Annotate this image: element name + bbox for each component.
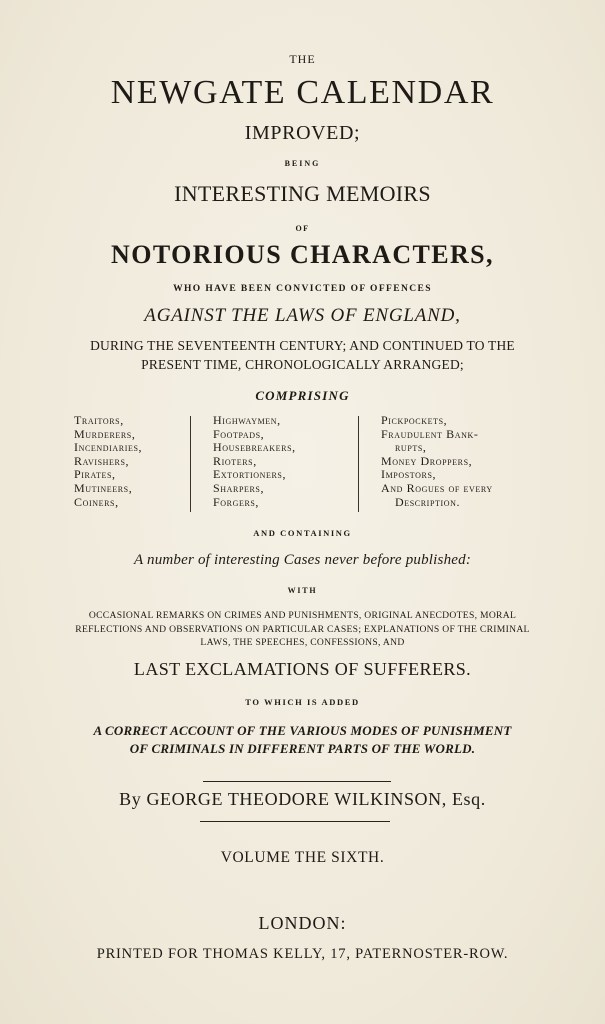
category-item: Fraudulent Bank- (381, 426, 479, 441)
notorious-characters-heading: NOTORIOUS CHARACTERS, (111, 240, 494, 269)
improved-subtitle: IMPROVED; (244, 122, 361, 144)
category-column-3 (381, 414, 493, 509)
and-containing-label: AND CONTAINING (253, 528, 352, 538)
interesting-memoirs-heading: INTERESTING MEMOIRS (174, 181, 431, 206)
against-laws-line: AGAINST THE LAWS OF ENGLAND, (144, 305, 461, 326)
category-item: Housebreakers, (213, 440, 296, 455)
category-column-2 (213, 414, 296, 509)
category-item: Money Droppers, (381, 453, 473, 468)
author-line: By GEORGE THEODORE WILKINSON, Esq. (119, 789, 486, 809)
with-label: WITH (287, 586, 318, 595)
category-item: Mutineers, (74, 480, 133, 495)
during-line-1: DURING THE SEVENTEENTH CENTURY; AND CONTINUED TO THE (90, 338, 515, 353)
category-item: rupts, (395, 440, 427, 455)
column-divider-1 (190, 416, 191, 512)
comprising-label: COMPRISING (255, 388, 350, 403)
category-item: Incendiaries, (74, 440, 143, 455)
category-item: Highwaymen, (213, 413, 281, 427)
the-label: THE (289, 52, 316, 66)
author-rule-bottom (200, 821, 390, 822)
category-item: Forgers, (213, 494, 260, 509)
category-item: Extortioners, (213, 467, 287, 482)
category-column-1 (74, 414, 142, 509)
volume-line: VOLUME THE SIXTH. (220, 849, 385, 866)
main-title: NEWGATE CALENDAR (110, 74, 495, 111)
category-item: Impostors, (381, 467, 437, 482)
being-label: BEING (284, 159, 321, 168)
category-item: Pickpockets, (381, 413, 448, 427)
to-which-added-label: TO WHICH IS ADDED (245, 697, 360, 707)
category-item: Description. (395, 494, 461, 509)
punishment-line-1: A CORRECT ACCOUNT OF THE VARIOUS MODES OF PUNISHMENT (93, 723, 512, 738)
category-item: And Rogues of every (381, 480, 493, 495)
during-line-2: PRESENT TIME, CHRONOLOGICALLY ARRANGED; (141, 357, 464, 372)
last-exclamations-heading: LAST EXCLAMATIONS OF SUFFERERS. (133, 659, 472, 679)
category-item: Coiners, (74, 494, 119, 509)
category-item: Traitors, (74, 413, 124, 427)
of-label: OF (295, 224, 310, 233)
category-item: Pirates, (74, 467, 116, 482)
author-rule-top (203, 781, 391, 782)
punishment-line-2: OF CRIMINALS IN DIFFERENT PARTS OF THE WORLD. (129, 741, 476, 756)
category-item: Ravishers, (74, 453, 130, 468)
category-item: Footpads, (213, 426, 265, 441)
cases-line: A number of interesting Cases never before published: (133, 552, 472, 568)
category-item: Rioters, (213, 453, 257, 468)
london-imprint: LONDON: (258, 913, 347, 933)
column-divider-2 (358, 416, 359, 512)
category-item: Murderers, (74, 426, 136, 441)
convicted-line: WHO HAVE BEEN CONVICTED OF OFFENCES (173, 284, 432, 294)
category-item: Sharpers, (213, 480, 265, 495)
printer-line: PRINTED FOR THOMAS KELLY, 17, PATERNOSTER-ROW. (96, 946, 509, 962)
remarks-paragraph: OCCASIONAL REMARKS ON CRIMES AND PUNISHMENTS, ORIGINAL ANECDOTES, MORAL REFLECTIONS AND OBSERVATIONS ON PARTICULAR CASES; EXPLANATIONS OF THE CRIMINAL LAWS, THE SPEECHES, CONFESSIONS, AND (75, 610, 530, 648)
